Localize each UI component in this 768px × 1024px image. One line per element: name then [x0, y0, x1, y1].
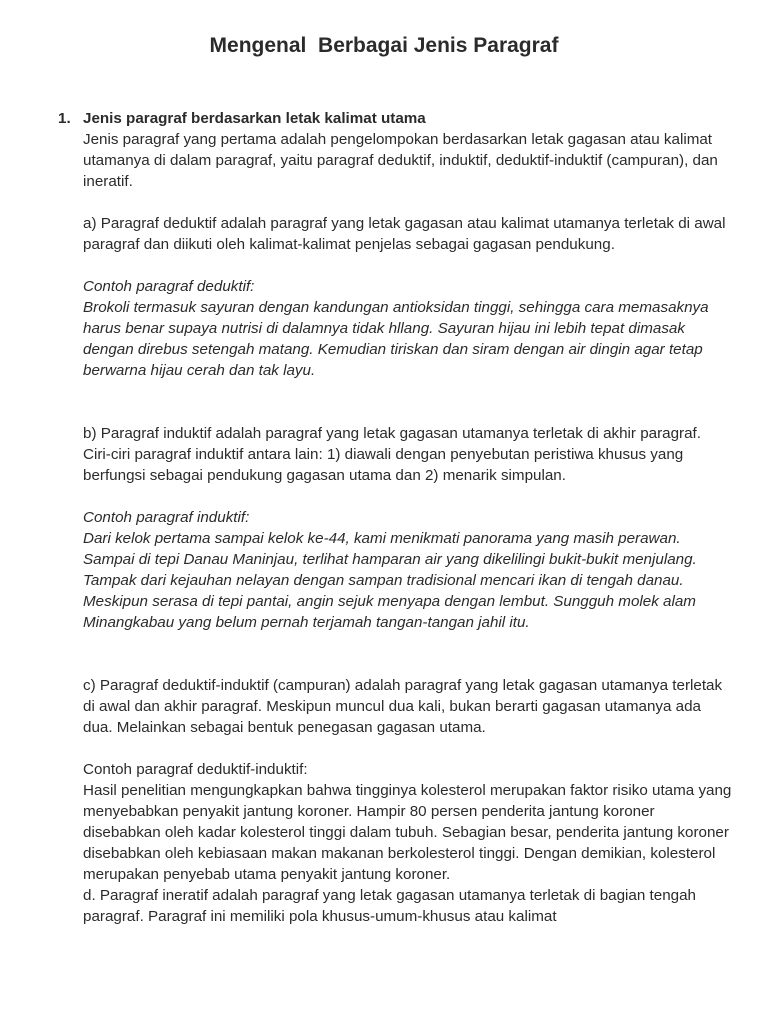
- document-body: [58, 108, 733, 927]
- induktif-definition: b) Paragraf induktif adalah paragraf yang letak gagasan utamanya terletak di akhir paragraf. Ciri-ciri paragraf induktif antara lain: 1) diawali dengan penyebutan peristiwa khusus yang berfungsi sebagai pendukung gagasan utama dan 2) menarik simpulan.: [83, 425, 702, 484]
- ineratif-definition: d. Paragraf ineratif adalah paragraf yang letak gagasan utamanya terletak di bagian tengah paragraf. Paragraf ini memiliki pola khusus-umum-khusus atau kalimat: [83, 887, 696, 925]
- deduktif-example-label: Contoh paragraf deduktif:: [83, 278, 255, 295]
- induktif-example-label: Contoh paragraf induktif:: [83, 509, 250, 526]
- deduktif-definition: a) Paragraf deduktif adalah paragraf yang letak gagasan atau kalimat utamanya terletak di awal paragraf dan diikuti oleh kalimat-kalimat penjelas sebagai gagasan pendukung.: [83, 215, 726, 253]
- section-number: 1.: [58, 110, 71, 127]
- section-intro: Jenis paragraf yang pertama adalah pengelompokan berdasarkan letak gagasan atau kalimat utamanya di dalam paragraf, yaitu paragraf deduktif, induktif, deduktif-induktif (campuran), dan ineratif.: [83, 131, 718, 190]
- campuran-example-label: Contoh paragraf deduktif-induktif:: [83, 761, 308, 778]
- page-title: Mengenal Berbagai Jenis Paragraf: [209, 34, 559, 57]
- campuran-example-text: Hasil penelitian mengungkapkan bahwa tingginya kolesterol merupakan faktor risiko utama yang menyebabkan penyakit jantung koroner. Hampir 80 persen penderita jantung koroner disebabkan oleh kadar kolesterol tinggi dalam tubuh. Sebagian besar, penderita jantung koroner disebabkan oleh kebiasaan makan makanan berkolesterol tinggi. Dengan demikian, kolesterol merupakan penyebab utama penyakit jantung koroner.: [83, 782, 732, 883]
- section-heading: [58, 108, 733, 129]
- deduktif-example-text: Brokoli termasuk sayuran dengan kandungan antioksidan tinggi, sehingga cara memasaknya harus benar supaya nutrisi di dalamnya tidak hllang. Sayuran hijau ini lebih tepat dimasak dengan direbus setengah matang. Kemudian tiriskan dan siram dengan air dingin agar tetap berwarna hijau cerah dan tak layu.: [83, 299, 709, 379]
- induktif-example-text: Dari kelok pertama sampai kelok ke-44, kami menikmati panorama yang masih perawan. Sampai di tepi Danau Maninjau, terlihat hamparan air yang dikelilingi bukit-bukit menjulang. Tampak dari kejauhan nelayan dengan sampan tradisional mencari ikan di tengah danau. Meskipun serasa di tepi pantai, angin sejuk menyapa dengan lembut. Sungguh molek alam Minangkabau yang belum pernah terjamah tangan-tangan jahil itu.: [83, 530, 697, 631]
- section-heading-text: Jenis paragraf berdasarkan letak kalimat utama: [83, 110, 426, 127]
- campuran-definition: c) Paragraf deduktif-induktif (campuran) adalah paragraf yang letak gagasan utamanya terletak di awal dan akhir paragraf. Meskipun muncul dua kali, bukan berarti gagasan utamanya ada dua. Melainkan sebagai bentuk penegasan gagasan utama.: [83, 677, 723, 736]
